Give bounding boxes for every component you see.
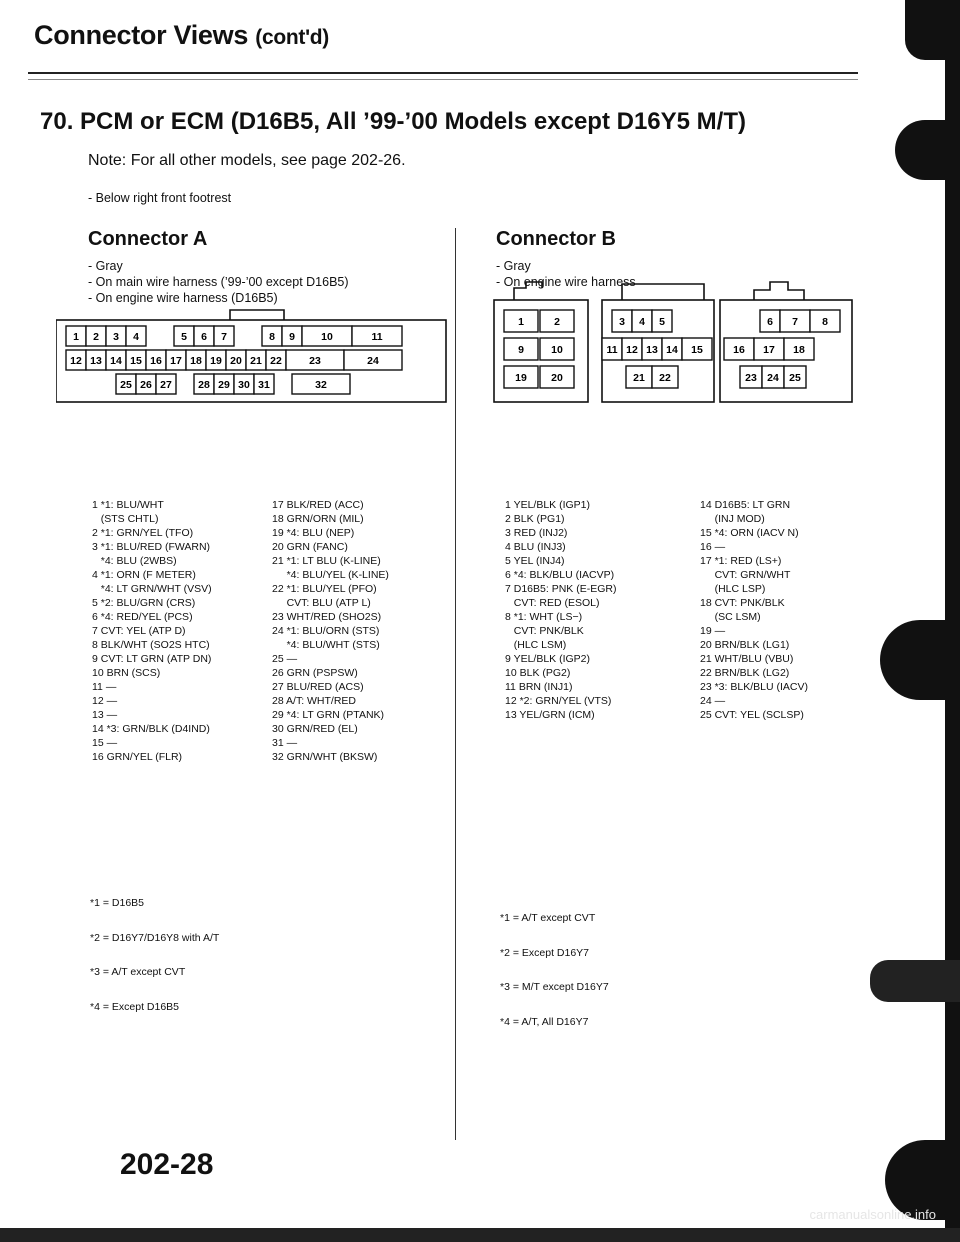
pin-entry: 14 *3: GRN/BLK (D4IND) bbox=[92, 723, 210, 735]
pin-entry: 2 BLK (PG1) bbox=[505, 513, 565, 525]
pin-number: 12 bbox=[626, 344, 638, 356]
pin-entry: 25 — bbox=[272, 653, 298, 665]
pin-number: 5 bbox=[659, 316, 665, 328]
pin-number: 21 bbox=[250, 355, 262, 367]
pin-number: 10 bbox=[551, 344, 563, 356]
pin-entry: 29 *4: LT GRN (PTANK) bbox=[272, 709, 385, 721]
connector-b-footnotes bbox=[500, 890, 609, 1040]
pin-entry: *4: BLU/WHT (STS) bbox=[272, 639, 380, 651]
pin-entry: 3 *1: BLU/RED (FWARN) bbox=[92, 541, 211, 553]
pin-number: 23 bbox=[745, 372, 757, 384]
footnote: *2 = Except D16Y7 bbox=[500, 946, 590, 959]
pin-entry: 7 D16B5: PNK (E-EGR) bbox=[505, 583, 617, 595]
pin-entry: 12 — bbox=[92, 695, 118, 707]
pin-number: 16 bbox=[733, 344, 745, 356]
pin-entry: 30 GRN/RED (EL) bbox=[272, 723, 358, 735]
pin-number: 24 bbox=[767, 372, 779, 384]
pin-number: 18 bbox=[190, 355, 202, 367]
pin-entry: 32 GRN/WHT (BKSW) bbox=[272, 751, 378, 763]
pin-entry: CVT: BLU (ATP L) bbox=[272, 597, 371, 609]
location-note: - Below right front footrest bbox=[88, 191, 232, 205]
pin-number: 8 bbox=[269, 331, 275, 343]
pin-number: 13 bbox=[90, 355, 102, 367]
page-header-title bbox=[34, 20, 329, 51]
pin-number: 6 bbox=[767, 316, 773, 328]
pin-number: 7 bbox=[792, 316, 798, 328]
pin-number: 19 bbox=[210, 355, 222, 367]
pin-number: 2 bbox=[554, 316, 560, 328]
pin-number: 2 bbox=[93, 331, 99, 343]
pin-entry: CVT: PNK/BLK bbox=[505, 625, 584, 637]
connector-b-key-right bbox=[754, 282, 804, 300]
pin-entry: 4 BLU (INJ3) bbox=[505, 541, 566, 553]
pin-number: 25 bbox=[789, 372, 801, 384]
pin-entry: 9 CVT: LT GRN (ATP DN) bbox=[92, 653, 212, 665]
pin-entry: 8 BLK/WHT (SO2S HTC) bbox=[92, 639, 210, 651]
watermark-text: carmanualsonline.info bbox=[809, 1207, 936, 1222]
pin-number: 22 bbox=[659, 372, 671, 384]
connector-a-desc-line: - On main wire harness (’99-’00 except D16B5) bbox=[88, 275, 349, 289]
pin-entry: 2 *1: GRN/YEL (TFO) bbox=[92, 527, 194, 539]
pin-number: 27 bbox=[160, 379, 172, 391]
connector-b-title: Connector B bbox=[496, 228, 616, 250]
pin-number: 14 bbox=[110, 355, 122, 367]
connector-a-title: Connector A bbox=[88, 228, 208, 250]
pin-number: 22 bbox=[270, 355, 282, 367]
pin-entry: 22 *1: BLU/YEL (PFO) bbox=[272, 583, 377, 595]
pin-entry: (SC LSM) bbox=[700, 611, 761, 623]
pin-entry: *4: BLU (2WBS) bbox=[92, 555, 177, 567]
pin-entry: 19 — bbox=[700, 625, 726, 637]
connector-a-key bbox=[230, 310, 284, 320]
pin-entry: 14 D16B5: LT GRN bbox=[700, 499, 791, 511]
pin-entry: *4: BLU/YEL (K-LINE) bbox=[272, 569, 389, 581]
pin-entry: 9 YEL/BLK (IGP2) bbox=[505, 653, 591, 665]
pin-entry: 3 RED (INJ2) bbox=[505, 527, 568, 539]
pin-entry: 13 — bbox=[92, 709, 118, 721]
pin-entry: 15 *4: ORN (IACV N) bbox=[700, 527, 799, 539]
pin-entry: 12 *2: GRN/YEL (VTS) bbox=[505, 695, 612, 707]
footnote: *1 = A/T except CVT bbox=[500, 912, 596, 924]
page-number: 202-28 bbox=[120, 1148, 214, 1181]
connector-a-pin-list-1 bbox=[92, 498, 212, 764]
pin-number: 3 bbox=[113, 331, 119, 343]
pin-number: 11 bbox=[371, 331, 383, 343]
pin-entry: 10 BLK (PG2) bbox=[505, 667, 571, 679]
pin-number: 16 bbox=[150, 355, 162, 367]
pin-entry: 17 BLK/RED (ACC) bbox=[272, 499, 364, 511]
pin-entry: 13 YEL/GRN (ICM) bbox=[505, 709, 595, 721]
pin-entry: 10 BRN (SCS) bbox=[92, 667, 161, 679]
section-note: Note: For all other models, see page 202-26. bbox=[88, 152, 406, 169]
pin-number: 6 bbox=[201, 331, 207, 343]
pin-entry: 16 GRN/YEL (FLR) bbox=[92, 751, 183, 763]
pin-entry: 18 CVT: PNK/BLK bbox=[700, 597, 785, 609]
pin-number: 3 bbox=[619, 316, 625, 328]
footnote: *3 = M/T except D16Y7 bbox=[500, 981, 609, 993]
connector-a-diagram bbox=[56, 300, 456, 420]
pin-number: 9 bbox=[518, 344, 524, 356]
pin-entry: 5 *2: BLU/GRN (CRS) bbox=[92, 597, 196, 609]
connector-b-desc-line: - Gray bbox=[496, 259, 531, 273]
pin-entry: 26 GRN (PSPSW) bbox=[272, 667, 358, 679]
pin-entry: 24 — bbox=[700, 695, 726, 707]
footnote: *4 = A/T, All D16Y7 bbox=[500, 1015, 589, 1028]
edge-tab-top bbox=[905, 0, 960, 60]
header-rule-thin bbox=[28, 79, 858, 80]
pin-entry: 7 CVT: YEL (ATP D) bbox=[92, 625, 186, 637]
connector-b-diagram bbox=[492, 276, 856, 406]
pin-entry: 11 BRN (INJ1) bbox=[505, 681, 573, 693]
pin-entry: *4: LT GRN/WHT (VSV) bbox=[92, 583, 212, 595]
pin-entry: 6 *4: RED/YEL (PCS) bbox=[92, 611, 193, 623]
pin-number: 23 bbox=[309, 355, 321, 367]
edge-tab-1 bbox=[895, 120, 960, 180]
connector-b-pin-list-1 bbox=[505, 498, 616, 722]
pin-entry: 4 *1: ORN (F METER) bbox=[92, 569, 196, 581]
pin-entry: 24 *1: BLU/ORN (STS) bbox=[272, 625, 380, 637]
connector-b-key-left bbox=[514, 282, 542, 300]
pin-entry: 20 GRN (FANC) bbox=[272, 541, 348, 553]
pin-entry: 28 A/T: WHT/RED bbox=[272, 695, 357, 707]
pin-entry: (HLC LSM) bbox=[505, 639, 567, 651]
pin-number: 10 bbox=[321, 331, 333, 343]
pin-entry: 19 *4: BLU (NEP) bbox=[272, 527, 355, 539]
pin-number: 17 bbox=[763, 344, 775, 356]
pin-entry: CVT: RED (ESOL) bbox=[505, 597, 600, 609]
pin-entry: 17 *1: RED (LS+) bbox=[700, 555, 782, 567]
footnote: *4 = Except D16B5 bbox=[90, 1000, 180, 1013]
pin-number: 20 bbox=[230, 355, 242, 367]
pin-entry: 25 CVT: YEL (SCLSP) bbox=[700, 709, 804, 721]
pin-number: 7 bbox=[221, 331, 227, 343]
pin-number: 17 bbox=[170, 355, 182, 367]
pin-entry: 20 BRN/BLK (LG1) bbox=[700, 639, 790, 651]
pin-number: 12 bbox=[70, 355, 82, 367]
footnote: *2 = D16Y7/D16Y8 with A/T bbox=[90, 931, 220, 944]
header-title-text: Connector Views bbox=[34, 20, 249, 50]
connector-a-footnotes bbox=[90, 875, 219, 1025]
pin-number: 14 bbox=[666, 344, 678, 356]
pin-number: 15 bbox=[130, 355, 142, 367]
pin-entry: 11 — bbox=[92, 681, 117, 693]
pin-entry: 5 YEL (INJ4) bbox=[505, 555, 565, 567]
edge-tab-2 bbox=[880, 620, 960, 700]
pin-entry: 6 *4: BLK/BLU (IACVP) bbox=[505, 569, 615, 581]
pin-number: 31 bbox=[258, 379, 270, 391]
pin-number: 21 bbox=[633, 372, 645, 384]
pin-number: 32 bbox=[315, 379, 327, 391]
pin-number: 11 bbox=[606, 344, 618, 356]
pin-number: 5 bbox=[181, 331, 187, 343]
pin-number: 28 bbox=[198, 379, 210, 391]
pin-number: 26 bbox=[140, 379, 152, 391]
pin-number: 19 bbox=[515, 372, 527, 384]
pin-number: 24 bbox=[367, 355, 379, 367]
pin-entry: (INJ MOD) bbox=[700, 513, 765, 525]
pin-entry: 21 WHT/BLU (VBU) bbox=[700, 653, 794, 665]
footnote: *1 = D16B5 bbox=[90, 897, 144, 909]
pin-number: 4 bbox=[133, 331, 139, 343]
pin-entry: (STS CHTL) bbox=[92, 513, 159, 525]
pin-entry: 23 *3: BLK/BLU (IACV) bbox=[700, 681, 808, 693]
footnote: *3 = A/T except CVT bbox=[90, 966, 186, 978]
pin-number: 13 bbox=[646, 344, 658, 356]
pin-entry: 18 GRN/ORN (MIL) bbox=[272, 513, 364, 525]
pin-entry: 16 — bbox=[700, 541, 726, 553]
edge-tab-3 bbox=[870, 960, 960, 1002]
pin-entry: 22 BRN/BLK (LG2) bbox=[700, 667, 790, 679]
pin-entry: 15 — bbox=[92, 737, 118, 749]
pin-entry: 8 *1: WHT (LS−) bbox=[505, 611, 583, 623]
connector-b-pin-list-2 bbox=[700, 498, 808, 722]
pin-number: 18 bbox=[793, 344, 805, 356]
section-title: 70. PCM or ECM (D16B5, All ’99-’00 Models except D16Y5 M/T) bbox=[40, 108, 746, 135]
connector-a-pin-list-2 bbox=[272, 498, 389, 764]
pin-number: 4 bbox=[639, 316, 645, 328]
pin-number: 25 bbox=[120, 379, 132, 391]
pin-entry: 1 YEL/BLK (IGP1) bbox=[505, 499, 591, 511]
header-title-suffix: (cont'd) bbox=[255, 26, 330, 49]
connector-b-key-mid bbox=[622, 284, 704, 300]
pin-number: 20 bbox=[551, 372, 563, 384]
pin-number: 15 bbox=[691, 344, 703, 356]
connector-a-desc-line: - On engine wire harness (D16B5) bbox=[88, 291, 278, 305]
connector-b-desc-line: - On engine wire harness bbox=[496, 275, 636, 289]
pin-number: 9 bbox=[289, 331, 295, 343]
pin-number: 8 bbox=[822, 316, 828, 328]
pin-entry: 1 *1: BLU/WHT bbox=[92, 499, 164, 511]
pin-number: 30 bbox=[238, 379, 250, 391]
page-bottom-bar bbox=[0, 1228, 960, 1242]
pin-entry: 23 WHT/RED (SHO2S) bbox=[272, 611, 382, 623]
pin-entry: 27 BLU/RED (ACS) bbox=[272, 681, 364, 693]
pin-number: 1 bbox=[518, 316, 524, 328]
pin-number: 29 bbox=[218, 379, 230, 391]
header-rule bbox=[28, 72, 858, 74]
pin-entry: CVT: GRN/WHT bbox=[700, 569, 791, 581]
pin-entry: 31 — bbox=[272, 737, 298, 749]
connector-a-desc-line: - Gray bbox=[88, 259, 123, 273]
pin-number: 1 bbox=[73, 331, 79, 343]
connector-a-desc bbox=[88, 258, 349, 306]
pin-entry: 21 *1: LT BLU (K-LINE) bbox=[272, 555, 381, 567]
pin-entry: (HLC LSP) bbox=[700, 583, 766, 595]
